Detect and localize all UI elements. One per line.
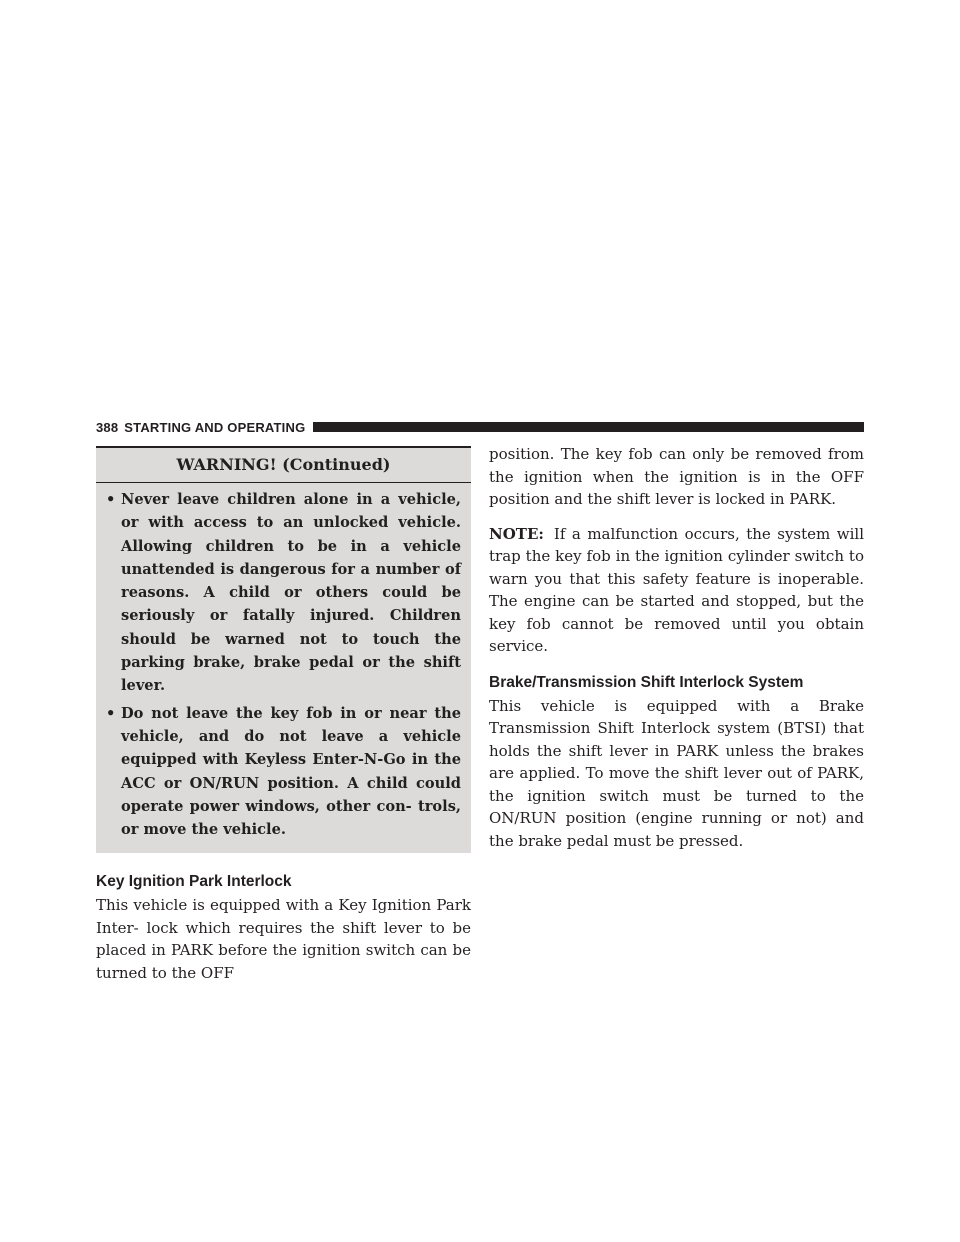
bullet-icon: • [106,491,116,508]
page-header [96,418,864,436]
note-label: NOTE: [489,524,544,543]
key-ignition-heading: Key Ignition Park Interlock [96,873,292,891]
key-ignition-paragraph-continued: position. The key fob can only be removed from the ignition when the ignition is in the OFF position and the shift lever is locked in PARK. [489,445,864,508]
page-number: 388 [96,419,119,435]
warning-item-text: Do not leave the key fob in or near the vehicle, and do not leave a vehicle equipped with Keyless Enter-N-Go in the ACC or ON/RUN position. A child could operate power windows, other con- trols, or move the vehicle. [121,704,461,839]
warning-list [96,488,471,841]
bullet-icon: • [106,704,116,722]
warning-item-text: Never leave children alone in a vehicle, or with access to an unlocked vehicle. Allowing children to be in a vehicle unattended is dangerous for a number of reasons. A child or others could be seriously or fatally injured. Children should be warned not to touch the parking brake, brake pedal or the shift lever. [121,491,461,695]
key-ignition-paragraph: This vehicle is equipped with a Key Ignition Park Inter- lock which requires the shift lever to be placed in PARK before the ignition switch can be turned to the OFF [96,896,471,982]
left-column [96,446,471,984]
note-text: If a malfunction occurs, the system will trap the key fob in the ignition cylinder switch to warn you that this safety feature is inoperable. The engine can be started and stopped, but the key fob cannot be removed until you obtain service. [489,524,864,655]
right-column [489,443,864,852]
warning-item [96,488,461,698]
header-rule [313,422,864,432]
warning-title: WARNING! (Continued) [96,448,471,483]
btsi-heading: Brake/Transmission Shift Interlock System [489,673,804,691]
section-title: STARTING AND OPERATING [124,419,306,435]
btsi-paragraph: This vehicle is equipped with a Brake Transmission Shift Interlock system (BTSI) that holds the shift lever in PARK unless the brakes are applied. To move the shift lever out of PARK, the ignition switch must be turned to the ON/RUN position (engine running or not) and the brake pedal must be pressed. [489,696,864,850]
note-paragraph [489,523,864,658]
warning-item [96,702,461,842]
warning-box [96,446,471,853]
